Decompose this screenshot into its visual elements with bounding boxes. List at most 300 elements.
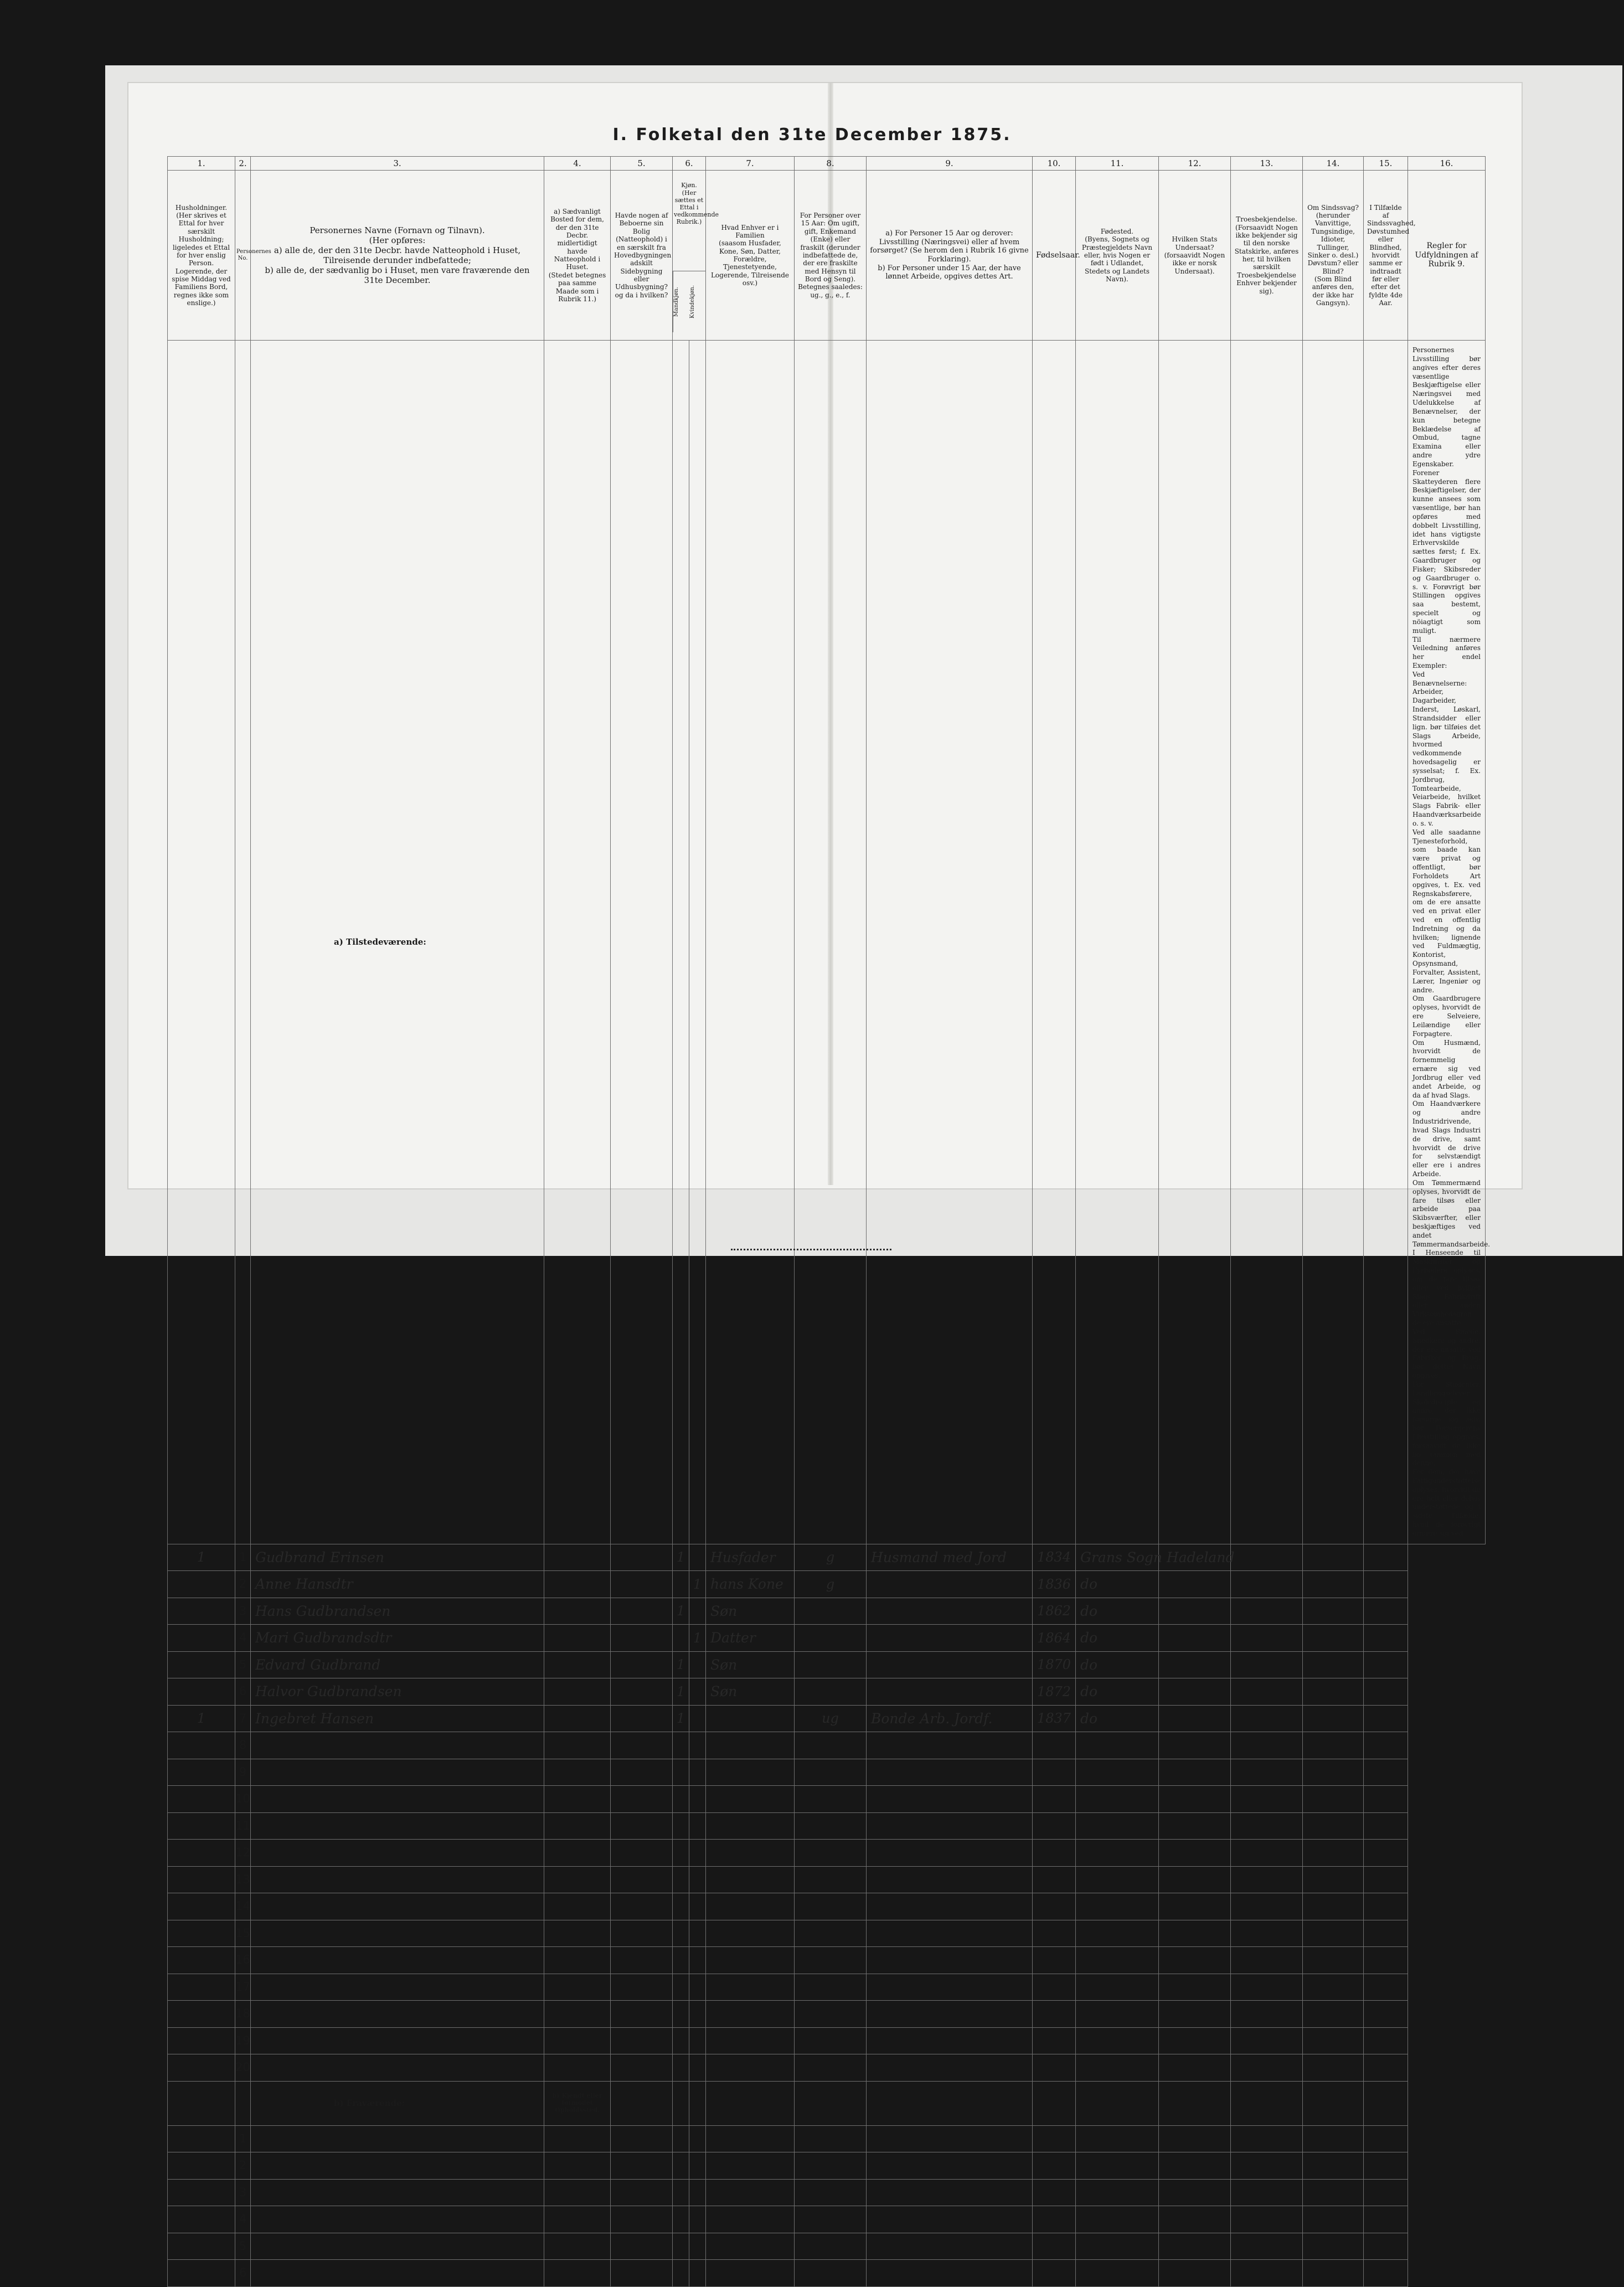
disability bbox=[1303, 1840, 1364, 1867]
usual-residence bbox=[544, 2125, 611, 2152]
birthplace: do bbox=[1076, 1678, 1159, 1706]
header-occupation: a) For Personer 15 Aar og derover: Livsstilling (Næringsvei) eller af hvem forsørget? (Se herom den i Rubrik 16 givne Forklaring). b) For Personer under 15 Aar, der have lønnet Arbeide, opgives dettes Art. bbox=[867, 171, 1033, 341]
person-number: 1 bbox=[235, 1544, 251, 1571]
citizenship bbox=[1159, 1920, 1231, 1947]
person-name bbox=[251, 1759, 544, 1786]
female-mark bbox=[689, 2233, 706, 2260]
citizenship bbox=[1159, 2206, 1231, 2233]
marital-status bbox=[795, 1947, 867, 1974]
side-building bbox=[611, 1705, 673, 1732]
household-mark bbox=[168, 2179, 235, 2206]
family-role bbox=[706, 1759, 795, 1786]
person-name bbox=[251, 1920, 544, 1947]
occupation bbox=[867, 2054, 1033, 2082]
religion bbox=[1231, 1678, 1303, 1706]
section-present-label: a) Tilstedeværende: bbox=[251, 341, 544, 1544]
male-mark bbox=[673, 2233, 689, 2260]
occupation bbox=[867, 2260, 1033, 2287]
occupation: Husmand med Jord bbox=[867, 1544, 1033, 1571]
household-mark bbox=[168, 1920, 235, 1947]
occupation bbox=[867, 1678, 1033, 1706]
male-mark bbox=[673, 2027, 689, 2054]
disability bbox=[1303, 1598, 1364, 1625]
occupation bbox=[867, 1759, 1033, 1786]
female-mark bbox=[689, 1866, 706, 1893]
side-building bbox=[611, 2152, 673, 2180]
colnum-3: 3. bbox=[251, 157, 544, 171]
disability-onset bbox=[1364, 2233, 1408, 2260]
citizenship bbox=[1159, 2001, 1231, 2028]
colnum-16: 16. bbox=[1408, 157, 1486, 171]
female-mark bbox=[689, 1705, 706, 1732]
table-row bbox=[168, 2027, 1486, 2054]
occupation bbox=[867, 2027, 1033, 2054]
occupation bbox=[867, 1840, 1033, 1867]
female-mark bbox=[689, 1840, 706, 1867]
birth-year bbox=[1033, 2125, 1076, 2152]
male-mark: 1 bbox=[673, 1705, 689, 1732]
religion bbox=[1231, 2125, 1303, 2152]
household-mark bbox=[168, 2001, 235, 2028]
household-mark bbox=[168, 2027, 235, 2054]
religion bbox=[1231, 1866, 1303, 1893]
person-name bbox=[251, 2233, 544, 2260]
female-mark bbox=[689, 2054, 706, 2082]
household-mark bbox=[168, 2054, 235, 2082]
disability-onset bbox=[1364, 2152, 1408, 2180]
occupation bbox=[867, 1947, 1033, 1974]
disability-onset bbox=[1364, 1920, 1408, 1947]
birthplace bbox=[1076, 1759, 1159, 1786]
page-title: I. Folketal den 31te December 1875. bbox=[612, 125, 1012, 145]
disability-onset bbox=[1364, 1866, 1408, 1893]
birth-year bbox=[1033, 1974, 1076, 2001]
religion bbox=[1231, 2233, 1303, 2260]
male-mark bbox=[673, 1974, 689, 2001]
disability-onset bbox=[1364, 2125, 1408, 2152]
birth-year bbox=[1033, 1947, 1076, 1974]
citizenship bbox=[1159, 1678, 1231, 1706]
header-birthplace: Fødested. (Byens, Sognets og Præstegjeldets Navn eller, hvis Nogen er født i Udlandet, Stedets og Landets Navn). bbox=[1076, 171, 1159, 341]
family-role bbox=[706, 1974, 795, 2001]
person-number: 5 bbox=[235, 2233, 251, 2260]
disability-onset bbox=[1364, 1598, 1408, 1625]
person-number: 8 bbox=[235, 1732, 251, 1759]
person-name: Halvor Gudbrandsen bbox=[251, 1678, 544, 1706]
religion bbox=[1231, 2206, 1303, 2233]
household-mark bbox=[168, 1651, 235, 1678]
side-building bbox=[611, 2233, 673, 2260]
disability bbox=[1303, 1920, 1364, 1947]
religion bbox=[1231, 1759, 1303, 1786]
marital-status bbox=[795, 1974, 867, 2001]
male-mark bbox=[673, 2206, 689, 2233]
person-number: 14 bbox=[235, 1893, 251, 1920]
person-number: 16 bbox=[235, 1947, 251, 1974]
birth-year bbox=[1033, 2054, 1076, 2082]
religion bbox=[1231, 1812, 1303, 1840]
male-mark bbox=[673, 1759, 689, 1786]
disability-onset bbox=[1364, 1840, 1408, 1867]
table-row bbox=[168, 1812, 1486, 1840]
disability bbox=[1303, 1544, 1364, 1571]
family-role: Søn bbox=[706, 1678, 795, 1706]
marital-status bbox=[795, 1625, 867, 1652]
religion bbox=[1231, 1705, 1303, 1732]
birth-year: 1864 bbox=[1033, 1625, 1076, 1652]
male-mark: 1 bbox=[673, 1651, 689, 1678]
birth-year bbox=[1033, 2206, 1076, 2233]
birth-year: 1862 bbox=[1033, 1598, 1076, 1625]
usual-residence bbox=[544, 2206, 611, 2233]
female-mark bbox=[689, 1947, 706, 1974]
citizenship bbox=[1159, 1759, 1231, 1786]
family-role bbox=[706, 1947, 795, 1974]
colnum-13: 13. bbox=[1231, 157, 1303, 171]
family-role: Søn bbox=[706, 1651, 795, 1678]
header-male: Mandkjøn. bbox=[673, 271, 689, 332]
column-number-row bbox=[168, 157, 1486, 171]
person-name bbox=[251, 1866, 544, 1893]
citizenship bbox=[1159, 2152, 1231, 2180]
table-row bbox=[168, 1920, 1486, 1947]
occupation: Bonde Arb. Jordf. bbox=[867, 1705, 1033, 1732]
disability bbox=[1303, 1651, 1364, 1678]
side-building bbox=[611, 1732, 673, 1759]
marital-status: g bbox=[795, 1544, 867, 1571]
side-building bbox=[611, 1866, 673, 1893]
female-mark bbox=[689, 1759, 706, 1786]
citizenship bbox=[1159, 1812, 1231, 1840]
table-row bbox=[168, 1598, 1486, 1625]
birth-year bbox=[1033, 1920, 1076, 1947]
family-role bbox=[706, 1786, 795, 1813]
household-mark bbox=[168, 2233, 235, 2260]
person-name bbox=[251, 2152, 544, 2180]
header-marital-status: For Personer over 15 Aar: Om ugift, gift, Enkemand (Enke) eller fraskilt (derunder indbefattede de, der ere fraskilte med Hensyn til Bord og Seng). Betegnes saaledes: ug., g., e., f. bbox=[795, 171, 867, 341]
household-mark bbox=[168, 2152, 235, 2180]
household-mark bbox=[168, 1786, 235, 1813]
person-number: 7 bbox=[235, 1705, 251, 1732]
birthplace bbox=[1076, 1812, 1159, 1840]
citizenship bbox=[1159, 1732, 1231, 1759]
birthplace bbox=[1076, 1974, 1159, 2001]
usual-residence bbox=[544, 2027, 611, 2054]
family-role bbox=[706, 2179, 795, 2206]
citizenship bbox=[1159, 1866, 1231, 1893]
disability bbox=[1303, 1893, 1364, 1920]
female-mark bbox=[689, 2206, 706, 2233]
family-role bbox=[706, 1866, 795, 1893]
absent-persons-body bbox=[168, 2125, 1486, 2286]
citizenship bbox=[1159, 1974, 1231, 2001]
birthplace bbox=[1076, 2152, 1159, 2180]
person-name bbox=[251, 2125, 544, 2152]
occupation bbox=[867, 1786, 1033, 1813]
disability-onset bbox=[1364, 2179, 1408, 2206]
side-building bbox=[611, 1840, 673, 1867]
table-row bbox=[168, 1678, 1486, 1706]
male-mark bbox=[673, 2179, 689, 2206]
colnum-9: 9. bbox=[867, 157, 1033, 171]
person-number: 2 bbox=[235, 1571, 251, 1598]
side-building bbox=[611, 1678, 673, 1706]
header-family-role: Hvad Enhver er i Familien (saasom Husfader, Kone, Søn, Datter, Forældre, Tjenestetyende, Logerende, Tilreisende osv.) bbox=[706, 171, 795, 341]
household-mark bbox=[168, 1732, 235, 1759]
marital-status: ug bbox=[795, 1705, 867, 1732]
colnum-8: 8. bbox=[795, 157, 867, 171]
usual-residence bbox=[544, 2054, 611, 2082]
usual-residence bbox=[544, 2233, 611, 2260]
marital-status bbox=[795, 1651, 867, 1678]
birth-year bbox=[1033, 2260, 1076, 2287]
household-mark bbox=[168, 1598, 235, 1625]
birth-year bbox=[1033, 1732, 1076, 1759]
side-building bbox=[611, 1544, 673, 1571]
disability bbox=[1303, 1812, 1364, 1840]
occupation bbox=[867, 1571, 1033, 1598]
disability-onset bbox=[1364, 1759, 1408, 1786]
header-gender-label: Kjøn. (Her sættes et Ettal i vedkommende Rubrik.) bbox=[674, 182, 719, 226]
birthplace bbox=[1076, 1840, 1159, 1867]
male-mark bbox=[673, 1625, 689, 1652]
disability-onset bbox=[1364, 1947, 1408, 1974]
person-name bbox=[251, 1732, 544, 1759]
birthplace: Grans Sogn Hadeland bbox=[1076, 1544, 1159, 1571]
family-role bbox=[706, 2001, 795, 2028]
birthplace bbox=[1076, 1920, 1159, 1947]
usual-residence bbox=[544, 1759, 611, 1786]
header-households: Husholdninger. (Her skrives et Ettal for hver særskilt Husholdning; ligeledes et Ettal for hver enslig Person. Logerende, der spise Middag ved Familiens Bord, regnes ikke som enslige.) bbox=[168, 171, 235, 341]
table-row bbox=[168, 1625, 1486, 1652]
present-persons-body bbox=[168, 1544, 1486, 2081]
household-mark bbox=[168, 1974, 235, 2001]
person-name bbox=[251, 1893, 544, 1920]
usual-residence bbox=[544, 1625, 611, 1652]
person-number: 11 bbox=[235, 1812, 251, 1840]
header-rules: Regler for Udfyldningen af Rubrik 9. bbox=[1408, 171, 1486, 341]
citizenship bbox=[1159, 2125, 1231, 2152]
birthplace bbox=[1076, 2125, 1159, 2152]
birth-year: 1836 bbox=[1033, 1571, 1076, 1598]
female-mark bbox=[689, 2001, 706, 2028]
person-number: 12 bbox=[235, 1840, 251, 1867]
table-row bbox=[168, 2125, 1486, 2152]
birth-year bbox=[1033, 1840, 1076, 1867]
citizenship bbox=[1159, 1786, 1231, 1813]
person-name bbox=[251, 2206, 544, 2233]
person-number: 13 bbox=[235, 1866, 251, 1893]
disability-onset bbox=[1364, 1625, 1408, 1652]
disability-onset bbox=[1364, 1786, 1408, 1813]
header-citizenship: Hvilken Stats Undersaat? (forsaavidt Nogen ikke er norsk Undersaat). bbox=[1159, 171, 1231, 341]
female-mark: 1 bbox=[689, 1571, 706, 1598]
occupation bbox=[867, 2206, 1033, 2233]
occupation bbox=[867, 1920, 1033, 1947]
household-mark bbox=[168, 1759, 235, 1786]
person-name bbox=[251, 2260, 544, 2287]
person-name: Mari Gudbrandsdtr bbox=[251, 1625, 544, 1652]
family-role bbox=[706, 2152, 795, 2180]
signature-flourish bbox=[731, 1243, 891, 1250]
table-row bbox=[168, 2206, 1486, 2233]
male-mark bbox=[673, 1866, 689, 1893]
household-mark bbox=[168, 1947, 235, 1974]
disability bbox=[1303, 2179, 1364, 2206]
female-mark bbox=[689, 1678, 706, 1706]
marital-status bbox=[795, 1812, 867, 1840]
colnum-1: 1. bbox=[168, 157, 235, 171]
disability bbox=[1303, 2001, 1364, 2028]
male-mark bbox=[673, 2125, 689, 2152]
table-row bbox=[168, 1732, 1486, 1759]
usual-residence bbox=[544, 1678, 611, 1706]
table-row bbox=[168, 1893, 1486, 1920]
person-name bbox=[251, 1974, 544, 2001]
person-name bbox=[251, 1840, 544, 1867]
side-building bbox=[611, 1920, 673, 1947]
disability-onset bbox=[1364, 2001, 1408, 2028]
disability-onset bbox=[1364, 2206, 1408, 2233]
side-building bbox=[611, 1625, 673, 1652]
male-mark bbox=[673, 1920, 689, 1947]
person-name: Anne Hansdtr bbox=[251, 1571, 544, 1598]
religion bbox=[1231, 1840, 1303, 1867]
male-mark: 1 bbox=[673, 1678, 689, 1706]
family-role bbox=[706, 1893, 795, 1920]
birth-year bbox=[1033, 1893, 1076, 1920]
birthplace bbox=[1076, 1947, 1159, 1974]
person-name bbox=[251, 2179, 544, 2206]
table-row bbox=[168, 1571, 1486, 1598]
colnum-4: 4. bbox=[544, 157, 611, 171]
citizenship bbox=[1159, 1598, 1231, 1625]
birthplace bbox=[1076, 1866, 1159, 1893]
table-row bbox=[168, 1651, 1486, 1678]
colnum-5: 5. bbox=[611, 157, 673, 171]
marital-status bbox=[795, 1920, 867, 1947]
citizenship bbox=[1159, 2054, 1231, 2082]
female-mark bbox=[689, 2027, 706, 2054]
family-role: Husfader bbox=[706, 1544, 795, 1571]
occupation bbox=[867, 1974, 1033, 2001]
religion bbox=[1231, 1947, 1303, 1974]
household-mark bbox=[168, 2260, 235, 2287]
birthplace bbox=[1076, 1893, 1159, 1920]
disability-onset bbox=[1364, 1893, 1408, 1920]
side-building bbox=[611, 2206, 673, 2233]
religion bbox=[1231, 1571, 1303, 1598]
disability bbox=[1303, 1974, 1364, 2001]
colnum-7: 7. bbox=[706, 157, 795, 171]
occupation bbox=[867, 2233, 1033, 2260]
birthplace bbox=[1076, 1786, 1159, 1813]
religion bbox=[1231, 1651, 1303, 1678]
occupation bbox=[867, 1732, 1033, 1759]
marital-status bbox=[795, 1893, 867, 1920]
occupation bbox=[867, 2152, 1033, 2180]
usual-residence bbox=[544, 1786, 611, 1813]
household-mark bbox=[168, 1625, 235, 1652]
table-row bbox=[168, 1786, 1486, 1813]
male-mark: 1 bbox=[673, 1598, 689, 1625]
usual-residence bbox=[544, 1840, 611, 1867]
person-number: 17 bbox=[235, 1974, 251, 2001]
disability bbox=[1303, 1625, 1364, 1652]
citizenship bbox=[1159, 2260, 1231, 2287]
female-mark bbox=[689, 2152, 706, 2180]
disability bbox=[1303, 1705, 1364, 1732]
person-name bbox=[251, 1947, 544, 1974]
birthplace: do bbox=[1076, 1625, 1159, 1652]
birthplace bbox=[1076, 2001, 1159, 2028]
occupation bbox=[867, 1598, 1033, 1625]
colnum-2: 2. bbox=[235, 157, 251, 171]
person-number: 3 bbox=[235, 1598, 251, 1625]
female-mark bbox=[689, 1732, 706, 1759]
religion bbox=[1231, 1625, 1303, 1652]
marital-status bbox=[795, 1840, 867, 1867]
female-mark bbox=[689, 1786, 706, 1813]
disability bbox=[1303, 2027, 1364, 2054]
side-building bbox=[611, 1893, 673, 1920]
usual-residence bbox=[544, 1705, 611, 1732]
side-building bbox=[611, 2125, 673, 2152]
female-mark bbox=[689, 1598, 706, 1625]
citizenship bbox=[1159, 2179, 1231, 2206]
birthplace bbox=[1076, 2233, 1159, 2260]
female-mark bbox=[689, 1893, 706, 1920]
side-building bbox=[611, 1812, 673, 1840]
disability-onset bbox=[1364, 1812, 1408, 1840]
citizenship bbox=[1159, 1571, 1231, 1598]
side-building bbox=[611, 1974, 673, 2001]
table-row bbox=[168, 1840, 1486, 1867]
table-row bbox=[168, 2054, 1486, 2082]
citizenship bbox=[1159, 1840, 1231, 1867]
marital-status bbox=[795, 1732, 867, 1759]
religion bbox=[1231, 2260, 1303, 2287]
usual-residence bbox=[544, 1598, 611, 1625]
household-mark bbox=[168, 1571, 235, 1598]
side-building bbox=[611, 2001, 673, 2028]
side-building bbox=[611, 1947, 673, 1974]
header-side-building: Havde nogen af Beboerne sin Bolig (Natteophold) i en særskilt fra Hovedbygningen adskilt Sidebygning eller Udhusbygning? og da i hvilken? bbox=[611, 171, 673, 341]
person-name bbox=[251, 1812, 544, 1840]
census-table-wrapper bbox=[167, 156, 1491, 2287]
household-mark bbox=[168, 1840, 235, 1867]
section-row-absent bbox=[168, 2081, 1486, 2125]
disability-onset bbox=[1364, 1732, 1408, 1759]
person-number: 4 bbox=[235, 2206, 251, 2233]
table-row bbox=[168, 1705, 1486, 1732]
absent-residence-note: b) Kjendt eller formodet Opholdssted. bbox=[544, 2081, 611, 2125]
marital-status bbox=[795, 1786, 867, 1813]
colnum-10: 10. bbox=[1033, 157, 1076, 171]
header-female: Kvindekjøn. bbox=[689, 285, 695, 318]
birthplace: do bbox=[1076, 1705, 1159, 1732]
person-number: 4 bbox=[235, 1625, 251, 1652]
marital-status: g bbox=[795, 1571, 867, 1598]
religion bbox=[1231, 1920, 1303, 1947]
person-number: 18 bbox=[235, 2001, 251, 2028]
household-mark: 1 bbox=[168, 1544, 235, 1571]
birth-year bbox=[1033, 1759, 1076, 1786]
section-absent-label: b) Fraværende: bbox=[251, 2081, 544, 2125]
occupation bbox=[867, 1893, 1033, 1920]
marital-status bbox=[795, 2179, 867, 2206]
family-role bbox=[706, 1732, 795, 1759]
